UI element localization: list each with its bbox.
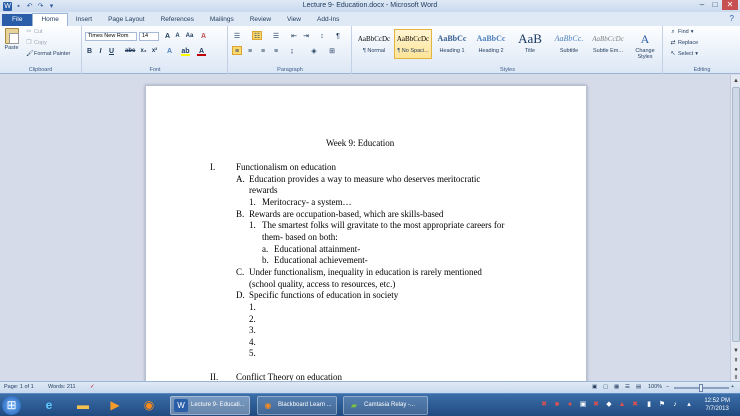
outline-number: 3. <box>249 325 256 335</box>
show-formatting-icon[interactable]: ¶ <box>336 33 340 40</box>
editing-group-label: Editing <box>693 67 711 73</box>
cut-label: Cut <box>34 29 43 35</box>
window-controls <box>696 0 738 10</box>
browse-object-icon[interactable]: ● <box>734 367 738 373</box>
status-bar <box>0 381 740 393</box>
bullets-icon[interactable]: ☰ <box>233 33 241 40</box>
style-subtitle[interactable] <box>550 29 588 59</box>
style-name: Heading 1 <box>439 48 465 54</box>
outline-text: Rewards are occupation-based, which are skills-based <box>249 209 444 219</box>
task-camtasia[interactable] <box>343 396 428 415</box>
zoom-slider-thumb[interactable] <box>699 384 703 392</box>
tray-icon[interactable]: ▣ <box>579 401 587 408</box>
style-normal[interactable] <box>355 29 393 59</box>
tab-references[interactable]: References <box>160 16 194 23</box>
tab-page-layout[interactable]: Page Layout <box>108 16 145 23</box>
page-count[interactable]: Page: 1 of 1 <box>4 384 34 390</box>
replace-button[interactable] <box>670 40 698 46</box>
page-title: Week 9: Education <box>326 138 395 148</box>
redo-icon[interactable]: ↷ <box>37 2 44 10</box>
tray-icon[interactable]: ● <box>567 401 573 408</box>
paintbrush-icon: 🖌 <box>26 51 34 57</box>
word-count[interactable]: Words: 211 <box>48 384 76 390</box>
outline-text: The smartest folks will gravitate to the most appropriate careers for <box>262 220 505 230</box>
tab-file[interactable]: File <box>2 14 32 26</box>
style-preview: AaBbCcDc <box>357 35 391 43</box>
style-preview: AaBbCcDc <box>396 35 430 43</box>
italic-icon[interactable]: I <box>99 48 102 55</box>
task-label: Lecture 9- Educati... <box>191 402 245 408</box>
copy-icon: ❐ <box>26 40 32 46</box>
task-blackboard[interactable] <box>257 396 337 415</box>
system-clock[interactable] <box>704 397 730 413</box>
title-bar <box>0 0 740 12</box>
styles-group <box>353 26 663 74</box>
borders-icon[interactable]: ⊞ <box>329 48 335 55</box>
tab-view[interactable]: View <box>287 16 301 23</box>
outline-number: 5. <box>249 348 256 358</box>
zoom-level[interactable]: 100% <box>648 384 663 390</box>
volume-icon[interactable]: ♪ <box>673 401 677 408</box>
replace-icon: ⇄ <box>670 40 676 46</box>
style-heading-1[interactable] <box>433 29 471 59</box>
style-name: Subtitle <box>559 48 579 54</box>
style-name: ¶ Normal <box>362 48 386 54</box>
paste-icon <box>5 28 19 44</box>
minimize-button[interactable]: – <box>699 0 705 9</box>
align-right-icon[interactable]: ≡ <box>260 48 266 55</box>
outline-number: C. <box>236 267 245 277</box>
change-styles-button[interactable] <box>631 29 659 59</box>
paste-label: Paste <box>4 45 19 51</box>
clipboard-group-label: Clipboard <box>28 67 53 73</box>
grow-font-icon[interactable]: A <box>164 33 171 40</box>
multilevel-list-icon[interactable]: ☰ <box>272 33 280 40</box>
chevron-down-icon: ▾ <box>690 29 694 35</box>
document-page[interactable] <box>145 85 587 381</box>
save-icon[interactable]: ▪ <box>17 2 20 10</box>
change-case-icon[interactable]: Aa <box>185 33 194 39</box>
format-painter-button[interactable] <box>26 51 70 57</box>
tab-insert[interactable]: Insert <box>75 16 93 23</box>
show-hidden-icons-icon[interactable]: ▴ <box>687 401 691 408</box>
shading-icon[interactable]: ◈ <box>311 48 317 55</box>
replace-label: Replace <box>678 40 699 46</box>
styles-group-label: Styles <box>500 67 515 73</box>
underline-icon[interactable]: U <box>108 48 115 55</box>
task-word[interactable] <box>170 396 250 415</box>
font-color-icon[interactable]: A <box>198 48 205 55</box>
style-subtle-emphasis[interactable] <box>589 29 627 59</box>
task-label: Blackboard Learn ... <box>278 402 332 408</box>
outline-text: Educational attainment- <box>274 244 361 254</box>
next-page-icon[interactable]: ⇟ <box>733 375 739 381</box>
copy-label: Copy <box>34 40 47 46</box>
style-no-spacing[interactable] <box>394 29 432 59</box>
align-left-icon[interactable]: ≡ <box>232 46 242 55</box>
word-app-icon[interactable]: W <box>4 2 11 10</box>
justify-icon[interactable]: ≡ <box>273 48 279 55</box>
internet-explorer-icon[interactable]: e <box>45 398 53 412</box>
strikethrough-icon[interactable]: abc <box>125 48 136 54</box>
bold-icon[interactable]: B <box>86 48 93 55</box>
outline-text: (school quality, access to resources, etc.) <box>249 279 396 289</box>
outline-view-icon[interactable]: ☰ <box>625 384 630 390</box>
font-group <box>83 26 228 74</box>
close-button[interactable]: ✕ <box>722 0 738 10</box>
clipboard-group <box>0 26 82 74</box>
paste-button[interactable] <box>3 28 20 54</box>
media-player-icon[interactable]: ▶ <box>110 398 120 412</box>
proofing-icon[interactable]: ✓ <box>90 384 95 390</box>
font-group-label: Font <box>149 67 161 73</box>
highlight-icon[interactable]: ab <box>181 48 190 55</box>
paragraph-group-label: Paragraph <box>277 67 303 73</box>
binoculars-icon: ⌕ <box>671 29 675 35</box>
maximize-button[interactable]: □ <box>712 0 718 9</box>
shrink-font-icon[interactable]: A <box>175 33 180 39</box>
outline-number: 1. <box>249 302 256 312</box>
tray-icon[interactable]: ■ <box>554 401 560 408</box>
style-preview: AaB <box>518 31 542 46</box>
scroll-up-icon[interactable]: ▲ <box>733 78 739 84</box>
undo-icon[interactable]: ↶ <box>26 2 33 10</box>
tab-review[interactable]: Review <box>249 16 272 23</box>
style-name: ¶ No Spaci... <box>397 48 429 54</box>
zoom-in-icon[interactable]: + <box>731 384 735 390</box>
tray-icon[interactable]: ✖ <box>593 401 599 408</box>
tray-icon[interactable]: ✖ <box>541 401 547 408</box>
scroll-down-icon[interactable]: ▼ <box>733 348 739 354</box>
outline-number: A. <box>236 174 245 184</box>
outline-number: 1. <box>249 197 256 207</box>
style-title[interactable] <box>511 29 549 59</box>
outline-number: b. <box>262 255 269 265</box>
outline-text: Under functionalism, inequality in education is rarely mentioned <box>249 267 482 277</box>
action-center-icon[interactable]: ⚑ <box>658 401 666 408</box>
tab-add-ins[interactable]: Add-Ins <box>317 16 340 23</box>
outline-number: B. <box>236 209 245 219</box>
align-center-icon[interactable]: ≡ <box>247 48 253 55</box>
previous-page-icon[interactable]: ⇞ <box>733 358 739 364</box>
outline-text: Specific functions of education in society <box>249 290 399 300</box>
tray-icon[interactable]: ✖ <box>632 401 638 408</box>
outline-text: Meritocracy- a system… <box>262 197 352 207</box>
style-preview: AaBbCc <box>476 34 506 43</box>
sort-icon[interactable]: ↕ <box>320 33 324 40</box>
outline-number: a. <box>262 244 269 254</box>
tray-icon[interactable]: ◆ <box>606 401 612 408</box>
zoom-slider[interactable] <box>674 387 729 389</box>
subscript-icon[interactable]: x₂ <box>140 48 147 54</box>
zoom-out-icon[interactable]: − <box>666 384 670 390</box>
paragraph-group <box>229 26 352 74</box>
find-button[interactable] <box>670 29 693 35</box>
style-preview: AaBbCc <box>437 34 467 43</box>
outline-text: Educational achievement- <box>274 255 368 265</box>
outline-number: D. <box>236 290 245 300</box>
format-painter-label: Format Painter <box>34 51 71 57</box>
outline-number: 2. <box>249 314 256 324</box>
taskbar <box>0 393 740 416</box>
copy-button[interactable] <box>26 40 47 46</box>
cursor-icon: ↖ <box>670 51 676 57</box>
outline-text: them- based on both: <box>262 232 338 242</box>
increase-indent-icon[interactable]: ⇥ <box>303 33 309 40</box>
start-button-icon[interactable]: ⊞ <box>2 396 21 415</box>
task-label: Camtasia Relay -... <box>364 402 416 408</box>
find-label: Find <box>678 29 689 35</box>
superscript-icon[interactable]: x² <box>151 48 158 54</box>
style-name: Subtle Em... <box>593 48 623 54</box>
print-layout-view-icon[interactable]: ▣ <box>592 384 598 390</box>
tray-icon[interactable]: ▲ <box>618 401 626 408</box>
decrease-indent-icon[interactable]: ⇤ <box>291 33 297 40</box>
firefox-icon: ◉ <box>264 401 272 410</box>
font-size-select[interactable]: 14 <box>139 32 159 41</box>
scroll-thumb[interactable] <box>732 87 740 342</box>
text-effects-icon[interactable]: A <box>166 48 173 55</box>
camtasia-icon: ▰ <box>350 401 358 410</box>
file-explorer-icon[interactable]: ▬ <box>77 398 89 412</box>
ribbon <box>0 26 740 74</box>
clock-date: 7/7/2013 <box>705 406 729 412</box>
vertical-scrollbar[interactable] <box>730 75 740 381</box>
outline-text: rewards <box>249 185 278 195</box>
help-icon[interactable]: ? <box>729 14 734 23</box>
outline-text: Education provides a way to measure who deserves meritocratic <box>249 174 481 184</box>
word-icon: W <box>174 399 188 412</box>
numbering-icon[interactable]: ☷ <box>253 33 261 40</box>
customize-toolbar-icon[interactable]: ▾ <box>49 2 54 10</box>
network-icon[interactable]: ▮ <box>647 401 651 408</box>
change-styles-label: Change Styles <box>635 48 655 60</box>
tab-home[interactable]: Home <box>32 13 67 26</box>
firefox-icon[interactable]: ◉ <box>143 398 155 412</box>
window-title: Lecture 9- Education.docx - Microsoft Word <box>302 2 438 9</box>
style-preview: AaBbCc. <box>554 34 584 43</box>
select-button[interactable] <box>670 51 698 57</box>
chevron-down-icon: ▾ <box>695 51 699 57</box>
ribbon-tabs <box>0 12 740 26</box>
outline-text: Conflict Theory on education <box>236 372 343 381</box>
style-preview: AaBbCcDc <box>592 35 624 43</box>
outline-number: I. <box>210 162 216 172</box>
line-spacing-icon[interactable]: ↨ <box>290 48 294 55</box>
scissors-icon: ✂ <box>26 29 32 35</box>
document-area <box>0 75 730 381</box>
outline-number: 1. <box>249 220 256 230</box>
style-name: Heading 2 <box>478 48 504 54</box>
draft-view-icon[interactable]: ▤ <box>636 384 642 390</box>
style-name: Title <box>524 48 536 54</box>
font-name-select[interactable]: Times New Rom <box>85 32 137 41</box>
web-layout-view-icon[interactable]: ▦ <box>614 384 620 390</box>
style-heading-2[interactable] <box>472 29 510 59</box>
full-screen-view-icon[interactable]: ▢ <box>603 384 609 390</box>
outline-number: 4. <box>249 337 256 347</box>
clock-time: 12:52 PM <box>704 398 730 404</box>
change-styles-icon: A <box>640 32 650 46</box>
editing-group <box>664 26 740 74</box>
clear-formatting-icon[interactable]: A <box>200 33 207 40</box>
cut-button[interactable] <box>26 29 43 35</box>
select-label: Select <box>678 51 694 57</box>
outline-text: Functionalism on education <box>236 162 336 172</box>
tab-mailings[interactable]: Mailings <box>209 16 234 23</box>
outline-number: II. <box>210 372 219 381</box>
